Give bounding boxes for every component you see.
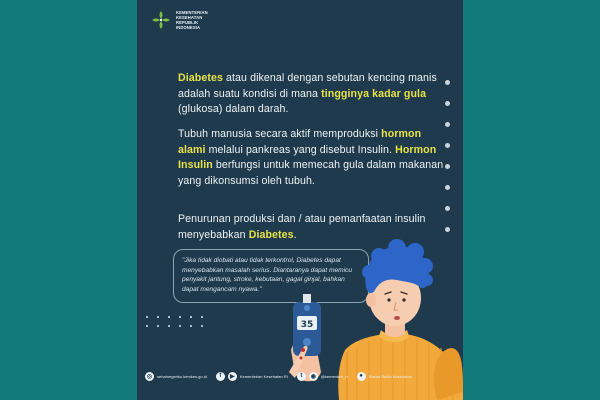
highlight-diabetes-end: Diabetes	[248, 228, 294, 241]
highlight-natural-hormone: hormon alami	[178, 128, 422, 156]
footer-website-link[interactable]: sehatnegeriku.kemkes.go.id	[157, 373, 207, 379]
footer-radio: Siaran Radio Kesehatan	[368, 373, 412, 379]
info-card	[137, 0, 463, 400]
globe-icon: ◎	[146, 373, 153, 380]
footer-handle[interactable]: @kemenkes_ri	[320, 373, 348, 379]
highlight-blood-sugar: tingginya kadar gula	[321, 87, 427, 100]
paragraph-definition: Diabetes atau dikenal dengan sebutan kencing manis adalah suatu kondisi di mana tingginya kadar gula (glukosa) dalam darah.	[178, 72, 437, 115]
highlight-insulin-hormone: Hormon Insulin	[178, 143, 437, 171]
instagram-icon[interactable]: ◉	[310, 373, 316, 380]
ministry-logo	[151, 10, 208, 30]
paragraph-insulin: Tubuh manusia secara aktif memproduksi hormon alami melalui pankreas yang disebut Insulin. Hormon Insulin berfungsi untuk memecah gula dalam makanan yang dikonsumsi oleh tubuh.	[178, 128, 444, 187]
paragraph-cause: Penurunan produksi dan / atau pemanfaatan insulin menyebabkan Diabetes.	[178, 213, 426, 241]
kemenkes-logo-icon	[151, 10, 171, 30]
facebook-icon[interactable]: f	[216, 372, 225, 381]
dot-decoration	[445, 206, 450, 211]
footer-ministry-name: Kementerian Kesehatan RI	[239, 373, 288, 379]
decorative-dot-grid	[146, 316, 206, 327]
meter-reading: 35	[300, 320, 314, 330]
twitter-icon[interactable]: t	[297, 372, 306, 381]
highlight-diabetes: Diabetes	[178, 72, 223, 84]
ministry-name: KEMENTERIAN KESEHATAN REPUBLIK INDONESIA	[176, 10, 208, 30]
radio-icon[interactable]: ●	[357, 372, 366, 381]
warning-quote-bubble: "Jika tidak diobati atau tidak terkontrol, Diabetes dapat menyebabkan masalah serius. Diantaranya dapat memicu penyakit jantung, stroke, kebutaan, gagal ginjal, bahkan dapat mengancam nyawa."	[173, 249, 369, 303]
footer-bar	[137, 360, 463, 392]
youtube-icon[interactable]: ▶	[228, 372, 237, 381]
